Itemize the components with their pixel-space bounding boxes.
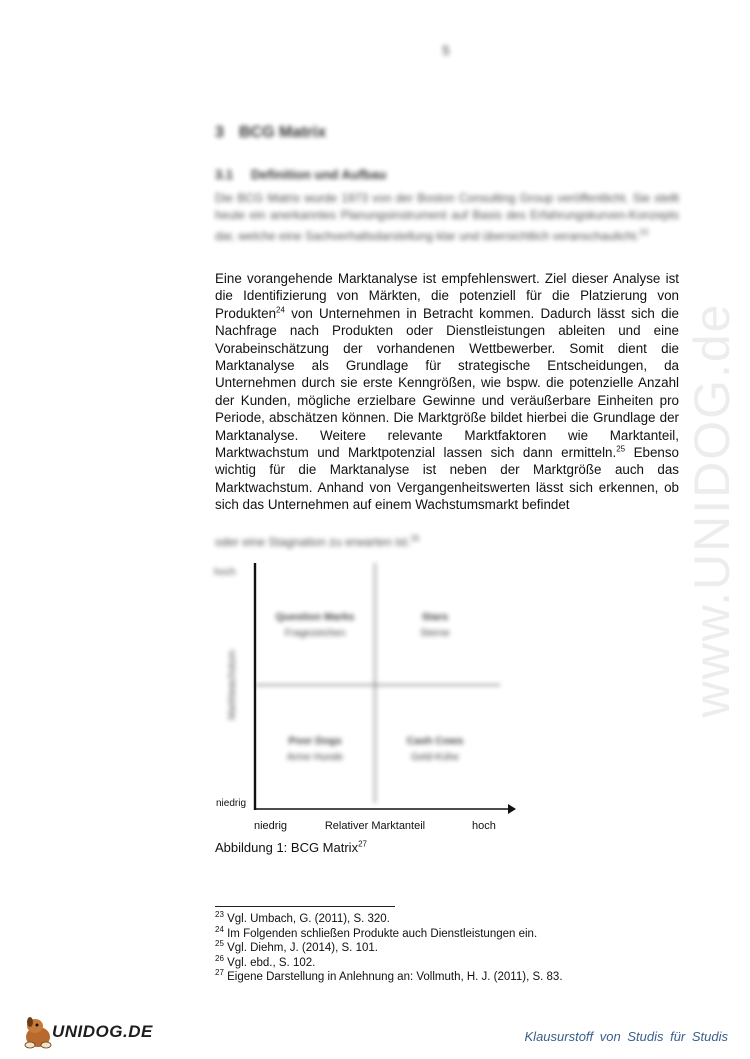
- quadrant-poor-dogs-title: Poor Dogs: [288, 735, 342, 747]
- quadrant-question-marks-title: Question Marks: [275, 611, 355, 623]
- quadrant-stars-title: Stars: [421, 611, 449, 623]
- quadrant-stars-subtitle: Sterne: [420, 628, 450, 639]
- paragraph-part: Ebenso wichtig für die Marktanalyse ist neben der Marktgröße auch das Marktwachstum. Anhand von Vergangenheitswerten lässt sich erkennen, ob sich das Unternehmen auf einem Wachstumsmarkt befindet: [215, 445, 680, 513]
- x-axis-arrow-icon: [508, 804, 516, 814]
- page-number: 5: [442, 43, 450, 58]
- x-axis-title: Relativer Marktanteil: [324, 820, 426, 832]
- figure-caption: [215, 840, 367, 855]
- watermark-text: www.UNIDOG.de: [684, 302, 740, 718]
- footnote-item: [215, 970, 563, 985]
- logo-text: UNIDOG.DE: [52, 1022, 153, 1041]
- blurred-intro-paragraph: [215, 190, 679, 245]
- paragraph-part: von Unternehmen in Betracht kommen. Dadurch lässt sich die Nachfrage nach Produkten oder Dienstleistungen ableiten und eine Vorabeinschätzung der vorhandenen Wettbewerber. Somit dient die Marktanalyse als Grundlage für strategische Entscheidungen, da Unternehmen durch sie erste Kenngrößen, wie bspw. die potenzielle Anzahl der Kunden, mögliche erzielbare Gewinne und veräußerbare Einheiten pro Periode, abschätzen können. Die Marktgröße bildet hierbei die Grundlage der Marktanalyse. Weitere relevante Marktfaktoren wie Marktanteil, Marktwachstum und Marktpotenzial lassen sich dann ermitteln.: [215, 305, 679, 461]
- footnote-text: Im Folgenden schließen Produkte auch Dienstleistungen ein.: [223, 927, 538, 940]
- chapter-number: 3: [215, 124, 224, 141]
- footnote-item: [215, 912, 563, 927]
- paragraph-part: Eine vorangehende Marktanalyse ist empfehlenswert. Ziel dieser Analyse ist die Identifizierung von Märkten, die potenziell für die Platzierung von Produkten: [215, 271, 679, 321]
- chapter-title: BCG Matrix: [239, 124, 327, 141]
- bcg-matrix-figure: [210, 555, 530, 845]
- footnote-separator: [215, 906, 395, 907]
- section-number: 3.1: [215, 167, 234, 182]
- quadrant-poor-dogs-subtitle: Arme Hunde: [286, 752, 344, 763]
- x-axis-left-label: niedrig: [254, 820, 288, 832]
- footnote-item: [215, 953, 563, 971]
- footnote-number: 25: [215, 939, 224, 949]
- quadrant-cash-cows-title: Cash Cows: [406, 735, 464, 747]
- quadrant-question-marks-subtitle: Fragezeichen: [284, 628, 346, 639]
- footnote-number: 24: [215, 924, 224, 934]
- footnote-text: Vgl. Diehm, J. (2014), S. 101.: [223, 942, 378, 955]
- blurred-matrix-content: [214, 563, 500, 803]
- y-axis-top-label: hoch: [214, 567, 236, 578]
- y-axis-title: Marktwachstum: [227, 649, 238, 721]
- chapter-heading: [215, 124, 326, 142]
- blurred-paragraph-tail: [215, 530, 679, 551]
- footnote-item: [215, 941, 563, 956]
- footnote-number: 27: [215, 968, 224, 978]
- footnote-ref: 23: [639, 228, 649, 237]
- blurred-tail-text: oder eine Stagnation zu erwarten ist.: [215, 535, 411, 549]
- section-heading: [215, 167, 386, 182]
- footer-slogan: Klausurstoff von Studis für Studis: [524, 1029, 728, 1044]
- y-axis-bottom-label: niedrig: [216, 798, 247, 809]
- quadrant-cash-cows-subtitle: Geld-Kühe: [411, 752, 459, 763]
- footnote-number: 26: [215, 953, 224, 963]
- blurred-intro-text: Die BCG Matrix wurde 1973 von der Boston Consulting Group veröffentlicht. Sie stellt heute ein anerkanntes Planungsinstrument auf Basis des Erfahrungskurven-Konzepts dar, welche eine Sachverhaltsdarstellung klar und übersichtlich veranschaulicht.: [215, 191, 679, 243]
- x-axis-right-label: hoch: [472, 820, 496, 832]
- footnote-ref: 27: [358, 839, 367, 849]
- section-title: Definition und Aufbau: [251, 167, 387, 182]
- footnotes: [215, 912, 563, 985]
- footnote-text: Vgl. Umbach, G. (2011), S. 320.: [223, 913, 390, 925]
- caption-text: Abbildung 1: BCG Matrix: [215, 840, 359, 855]
- footnote-text: Eigene Darstellung in Anlehnung an: Vollmuth, H. J. (2011), S. 83.: [223, 971, 563, 984]
- footnote-item: [215, 924, 563, 942]
- body-paragraph: [215, 270, 679, 514]
- footnote-ref: 25: [616, 444, 626, 454]
- footnote-ref: 24: [276, 305, 285, 315]
- footnote-number: 23: [215, 910, 224, 920]
- footnote-ref: 26: [410, 534, 420, 543]
- footnote-text: Vgl. ebd., S. 102.: [223, 956, 316, 969]
